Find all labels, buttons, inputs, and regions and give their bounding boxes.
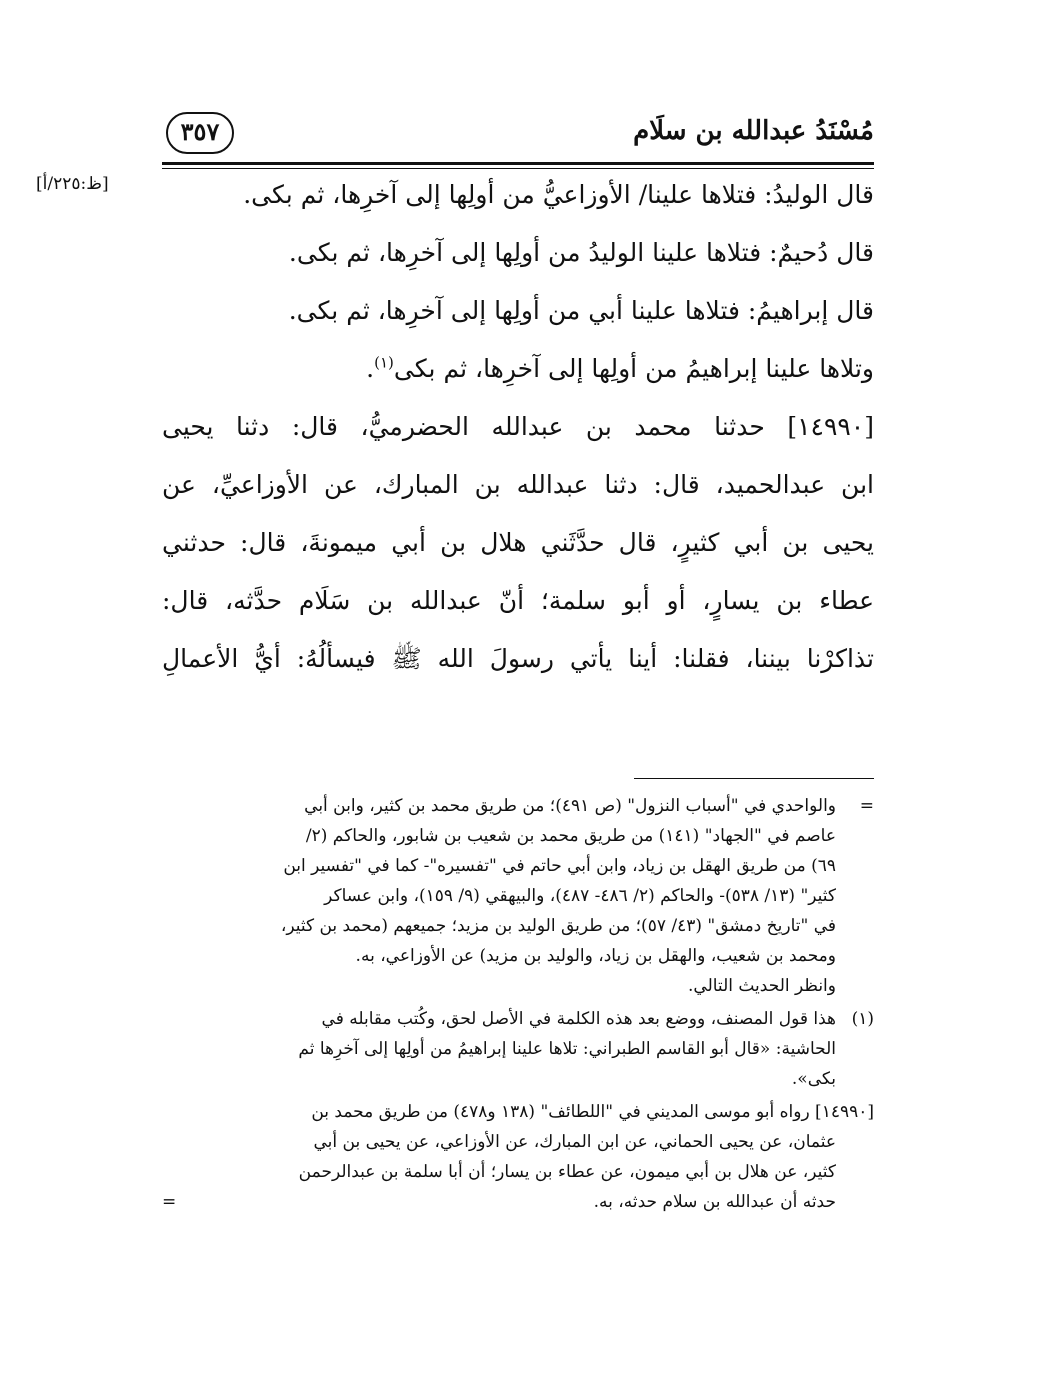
footnote-1	[162, 1004, 874, 1094]
header-rule-thick	[162, 162, 874, 165]
footnote-line: [١٤٩٩٠] رواه أبو موسى المديني في "اللطائف" (١٣٨ و٤٧٨) من طريق محمد بن	[311, 1102, 874, 1122]
text-line: تذاكرْنا بيننا، فقلنا: أينا يأتي رسولَ الله ﷺ فيسألُهُ: أيُّ الأعمالِ	[162, 644, 874, 673]
footnote-line: وانظر الحديث التالي.	[688, 976, 836, 996]
footnote-line: كثير، عن هلال بن أبي ميمون، عن عطاء بن يسار؛ أن أبا سلمة بن عبدالرحمن	[298, 1162, 836, 1182]
page-number: ٣٥٧	[166, 112, 234, 154]
footnote-line: كثير" (١٣/ ٥٣٨)- والحاكم (٢/ ٤٨٦- ٤٨٧)، والبيهقي (٩/ ١٥٩)، وابن عساكر	[324, 886, 836, 906]
footnote-line: ومحمد بن شعيب، والهقل بن زياد، والوليد بن مزيد) عن الأوزاعي، به.	[355, 946, 836, 966]
text-line: عطاء بن يسارٍ، أو أبو سلمة؛ أنّ عبدالله بن سَلَام حدَّثه، قال:	[162, 586, 874, 615]
footnote-line-text: حدثه أن عبدالله بن سلام حدثه، به.	[593, 1192, 836, 1212]
footnotes	[162, 791, 874, 1220]
text-line: قال الوليدُ: فتلاها علينا/ الأوزاعيُّ من أولِها إلى آخرِها، ثم بكى.	[243, 180, 874, 209]
continues-mark: =	[162, 1192, 177, 1212]
main-text	[162, 166, 874, 688]
footnote-line: هذا قول المصنف، ووضع بعد هذه الكلمة في الأصل لحق، وكُتب مقابله في	[321, 1009, 836, 1029]
footnote-hadith-14990	[162, 1097, 874, 1217]
text-line: يحيى بن أبي كثيرٍ، قال حدَّثَني هلال بن أبي ميمونةَ، قال: حدثني	[162, 528, 874, 557]
manuscript-margin-note: [ظ:٢٢٥/أ]	[36, 174, 109, 194]
footnote-line: ٦٩) من طريق الهقل بن زياد، وابن أبي حاتم في "تفسيره"- كما في "تفسير ابن	[283, 856, 836, 876]
text-line: ابن عبدالحميد، قال: دثنا عبدالله بن المبارك، عن الأوزاعيِّ، عن	[162, 470, 874, 499]
hadith-opening-line: [١٤٩٩٠] حدثنا محمد بن عبدالله الحضرميُّ، قال: دثنا يحيى	[162, 412, 874, 441]
text-line-content: وتلاها علينا إبراهيمُ من أولِها إلى آخرِها، ثم بكى	[393, 354, 874, 383]
text-line: قال دُحيمٌ: فتلاها علينا الوليدُ من أولِها إلى آخرِها، ثم بكى.	[288, 238, 874, 267]
footnote-line: الحاشية: «قال أبو القاسم الطبراني: تلاها علينا إبراهيمُ من أولِها إلى آخرِها ثم	[298, 1039, 836, 1059]
text-line-with-footnote-ref	[162, 340, 874, 398]
footnote-line: بكى».	[791, 1069, 836, 1089]
footnote-line: عاصم في "الجهاد" (١٤١) من طريق محمد بن شعيب بن شابور، والحاكم (٢/	[305, 826, 836, 846]
text-line: قال إبراهيمُ: فتلاها علينا أبي من أولِها إلى آخرِها، ثم بكى.	[288, 296, 874, 325]
footnote-ref: (١)	[374, 353, 394, 372]
footnote-number: (١)	[851, 1009, 874, 1029]
running-title: مُسْنَدُ عبدالله بن سلَام	[633, 116, 874, 146]
continuation-mark: =	[859, 796, 874, 816]
footnote-continuation	[162, 791, 874, 1001]
text-line-end: .	[366, 354, 375, 383]
footnote-line: عثمان، عن يحيى الحماني، عن ابن المبارك، عن الأوزاعي، عن يحيى بن أبي	[313, 1132, 836, 1152]
footnote-line: في "تاريخ دمشق" (٤٣/ ٥٧)؛ من طريق الوليد بن مزيد؛ جميعهم (محمد بن كثير،	[280, 916, 836, 936]
footnote-line: والواحدي في "أسباب النزول" (ص ٤٩١)؛ من طريق محمد بن كثير، وابن أبي	[304, 796, 836, 816]
footnote-line-last	[162, 1187, 874, 1217]
footnote-separator	[634, 778, 874, 779]
page-header	[162, 110, 874, 158]
